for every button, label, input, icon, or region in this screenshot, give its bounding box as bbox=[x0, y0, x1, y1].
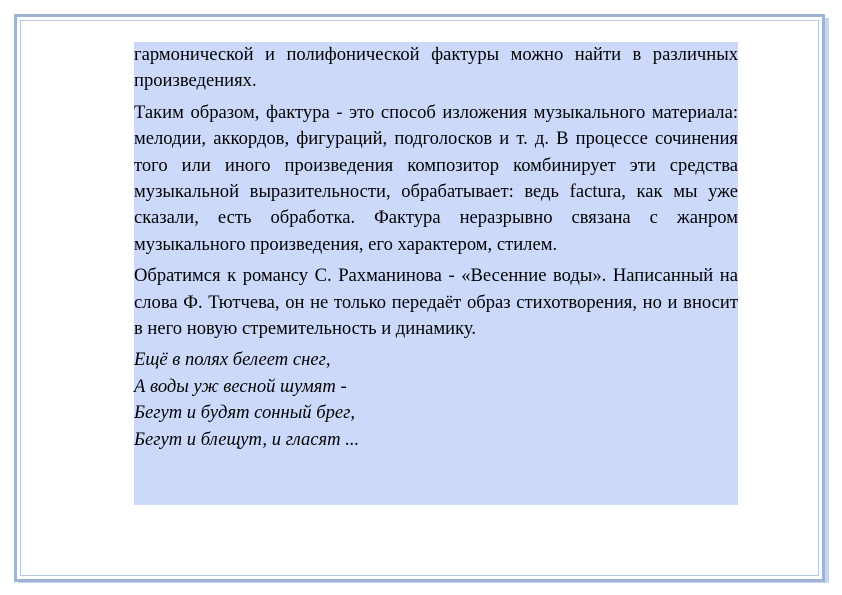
text-content-block bbox=[134, 42, 738, 505]
paragraph-3: Обратимся к романсу С. Рахманинова - «Весенние воды». Написанный на слова Ф. Тютчева, он не только передаёт образ стихотворения, но и вносит в него новую стремительность и динамику. bbox=[134, 265, 738, 340]
poem-stanza bbox=[134, 347, 738, 453]
frame-shadow-right bbox=[825, 18, 829, 583]
poem-line-4: Бегут и блещут, и гласят ... bbox=[134, 428, 360, 450]
paragraph-1: гармонической и полифонической фактуры можно найти в различных произведениях. bbox=[134, 44, 738, 92]
poem-line-2: А воды уж весной шумят - bbox=[134, 375, 347, 397]
paragraph-2: Таким образом, фактура - это способ изложения музыкального материала: мелодии, аккордов, фигураций, подголосков и т. д. В процессе сочинения того или иного произведения композитор комбинирует эти средства музыкальной выразительности, обрабатывает: ведь factura, как мы уже сказали, есть обработка. Фактура неразрывно связана с жанром музыкального произведения, его характером, стилем. bbox=[134, 101, 738, 255]
poem-line-1: Ещё в полях белеет снег, bbox=[134, 349, 331, 371]
poem-line-3: Бегут и будят сонный брег, bbox=[134, 402, 356, 424]
